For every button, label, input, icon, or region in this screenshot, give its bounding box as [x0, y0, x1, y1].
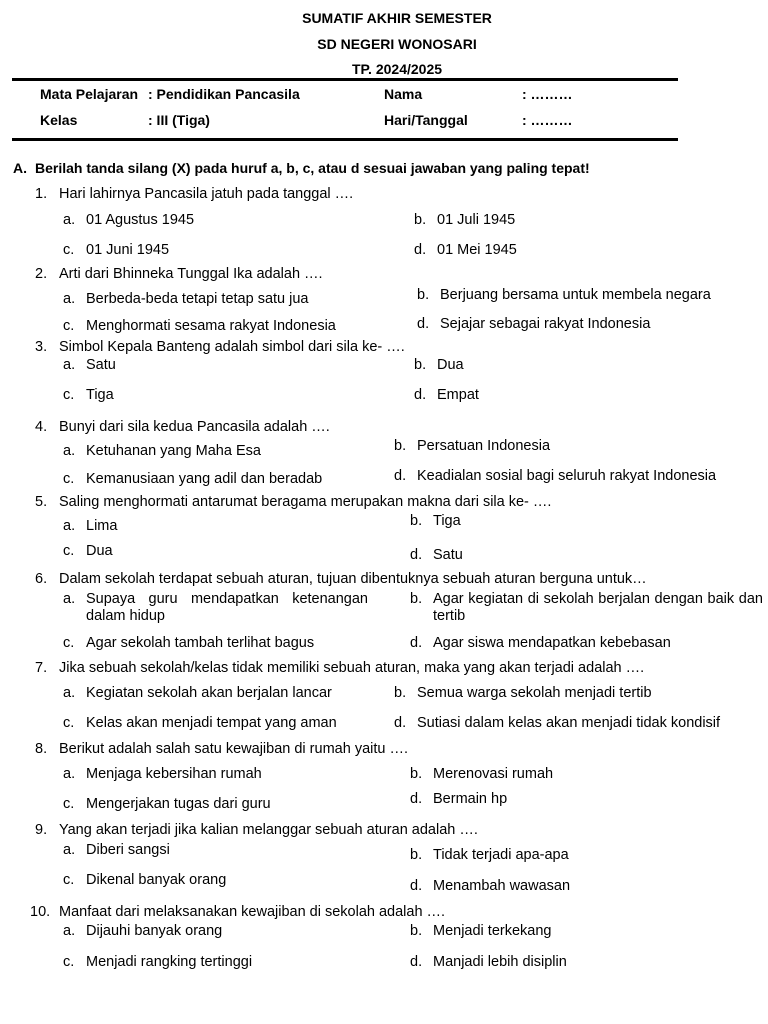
option-text: Tiga	[433, 513, 461, 529]
option-text: Berbeda-beda tetapi tetap satu jua	[86, 291, 309, 307]
option-text: Persatuan Indonesia	[417, 438, 551, 454]
name-value: : ………	[522, 86, 573, 102]
option-letter: a.	[63, 685, 76, 701]
option-letter: b.	[394, 685, 407, 701]
section-marker: A.	[13, 160, 27, 176]
option-text: Dua	[437, 357, 464, 373]
option-letter: d.	[410, 954, 423, 970]
subject-value: : Pendidikan Pancasila	[148, 86, 300, 102]
question-number: 4.	[35, 419, 48, 435]
question-text: Yang akan terjadi jika kalian melanggar sebuah aturan adalah ….	[59, 822, 478, 838]
option-letter: b.	[410, 591, 423, 607]
question-number: 2.	[35, 266, 48, 282]
option-text: Keadialan sosial bagi seluruh rakyat Indonesia	[417, 468, 717, 484]
option-text: Tiga	[86, 387, 114, 403]
option-text: Dua	[86, 543, 113, 559]
question-number: 9.	[35, 822, 48, 838]
option-letter: a.	[63, 212, 76, 228]
option-letter: b.	[410, 766, 423, 782]
class-label: Kelas	[40, 112, 78, 128]
option-letter: c.	[63, 954, 75, 970]
option-letter: d.	[394, 715, 407, 731]
option-letter: d.	[410, 635, 423, 651]
question-number: 10.	[30, 904, 51, 920]
question-number: 7.	[35, 660, 48, 676]
option-letter: a.	[63, 291, 76, 307]
date-value: : ………	[522, 112, 573, 128]
question-text: Dalam sekolah terdapat sebuah aturan, tujuan dibentuknya sebuah aturan berguna untuk…	[59, 571, 647, 587]
question-text: Manfaat dari melaksanakan kewajiban di sekolah adalah ….	[59, 904, 446, 920]
option-text: Sutiasi dalam kelas akan menjadi tidak kondisif	[417, 715, 721, 731]
option-text: Lima	[86, 518, 118, 534]
option-letter: d.	[417, 316, 430, 332]
option-text: Menjaga kebersihan rumah	[86, 766, 262, 782]
question-text: Hari lahirnya Pancasila jatuh pada tanggal ….	[59, 186, 354, 202]
option-letter: d.	[410, 791, 423, 807]
date-label: Hari/Tanggal	[384, 112, 468, 128]
question-text: Arti dari Bhinneka Tunggal Ika adalah ….	[59, 266, 323, 282]
option-text: Supaya guru mendapatkan ketenangan dalam hidup	[86, 591, 368, 624]
option-text: Menghormati sesama rakyat Indonesia	[86, 318, 336, 334]
option-text: Kemanusiaan yang adil dan beradab	[86, 471, 323, 487]
option-letter: b.	[414, 212, 427, 228]
section-instruction: Berilah tanda silang (X) pada huruf a, b, c, atau d sesuai jawaban yang paling tepat!	[35, 160, 590, 176]
option-text: Kegiatan sekolah akan berjalan lancar	[86, 685, 332, 701]
option-text: Merenovasi rumah	[433, 766, 554, 782]
option-letter: c.	[63, 242, 75, 258]
option-text: 01 Agustus 1945	[86, 212, 195, 228]
option-letter: c.	[63, 387, 75, 403]
option-letter: c.	[63, 872, 75, 888]
option-letter: b.	[410, 923, 423, 939]
option-text: 01 Juli 1945	[437, 212, 516, 228]
question-number: 8.	[35, 741, 48, 757]
option-text: Kelas akan menjadi tempat yang aman	[86, 715, 337, 731]
option-text: Menambah wawasan	[433, 878, 571, 894]
option-text: Sejajar sebagai rakyat Indonesia	[440, 316, 651, 332]
question-text: Simbol Kepala Banteng adalah simbol dari sila ke- ….	[59, 339, 405, 355]
option-text: Dikenal banyak orang	[86, 872, 227, 888]
option-letter: c.	[63, 796, 75, 812]
question-number: 5.	[35, 494, 48, 510]
school-year: TP. 2024/2025	[351, 61, 443, 77]
option-text: Satu	[86, 357, 116, 373]
header-rule-bottom	[12, 138, 678, 141]
option-text: Manjadi lebih disiplin	[433, 954, 567, 970]
subject-label: Mata Pelajaran	[40, 86, 139, 102]
option-text: Satu	[433, 547, 463, 563]
option-letter: c.	[63, 471, 75, 487]
exam-title: SUMATIF AKHIR SEMESTER	[302, 10, 492, 26]
question-number: 1.	[35, 186, 48, 202]
option-letter: a.	[63, 518, 76, 534]
option-text: Agar kegiatan di sekolah berjalan dengan baik dan tertib	[433, 591, 763, 624]
name-label: Nama	[384, 86, 423, 102]
question-text: Saling menghormati antarumat beragama merupakan makna dari sila ke- ….	[59, 494, 552, 510]
header-rule-top	[12, 78, 678, 81]
option-letter: a.	[63, 842, 76, 858]
option-letter: c.	[63, 715, 75, 731]
option-text: Agar siswa mendapatkan kebebasan	[433, 635, 671, 651]
option-text: Diberi sangsi	[86, 842, 170, 858]
option-text: Berjuang bersama untuk membela negara	[440, 287, 711, 303]
option-letter: b.	[410, 847, 423, 863]
option-text: Dijauhi banyak orang	[86, 923, 223, 939]
option-text: 01 Juni 1945	[86, 242, 170, 258]
option-text: Ketuhanan yang Maha Esa	[86, 443, 261, 459]
option-text: Menjadi terkekang	[433, 923, 552, 939]
option-letter: d.	[394, 468, 407, 484]
option-text: Agar sekolah tambah terlihat bagus	[86, 635, 315, 651]
option-letter: a.	[63, 443, 76, 459]
option-letter: d.	[414, 242, 427, 258]
option-letter: c.	[63, 318, 75, 334]
option-letter: c.	[63, 543, 75, 559]
option-text: Mengerjakan tugas dari guru	[86, 796, 271, 812]
option-letter: d.	[410, 547, 423, 563]
question-text: Berikut adalah salah satu kewajiban di rumah yaitu ….	[59, 741, 408, 757]
question-number: 6.	[35, 571, 48, 587]
option-letter: c.	[63, 635, 75, 651]
option-letter: b.	[417, 287, 430, 303]
option-letter: a.	[63, 766, 76, 782]
question-text: Bunyi dari sila kedua Pancasila adalah ….	[59, 419, 330, 435]
option-letter: d.	[414, 387, 427, 403]
option-text: Menjadi rangking tertinggi	[86, 954, 253, 970]
option-letter: a.	[63, 591, 76, 607]
question-number: 3.	[35, 339, 48, 355]
option-text: Tidak terjadi apa-apa	[433, 847, 569, 863]
option-letter: d.	[410, 878, 423, 894]
option-text: Semua warga sekolah menjadi tertib	[417, 685, 652, 701]
option-text: Bermain hp	[433, 791, 508, 807]
option-letter: a.	[63, 357, 76, 373]
school-name: SD NEGERI WONOSARI	[317, 36, 477, 52]
option-text: 01 Mei 1945	[437, 242, 517, 258]
option-letter: b.	[394, 438, 407, 454]
option-text: Empat	[437, 387, 479, 403]
question-text: Jika sebuah sekolah/kelas tidak memiliki sebuah aturan, maka yang akan terjadi adalah ….	[59, 660, 645, 676]
option-letter: b.	[414, 357, 427, 373]
class-value: : III (Tiga)	[148, 112, 210, 128]
option-letter: a.	[63, 923, 76, 939]
option-letter: b.	[410, 513, 423, 529]
